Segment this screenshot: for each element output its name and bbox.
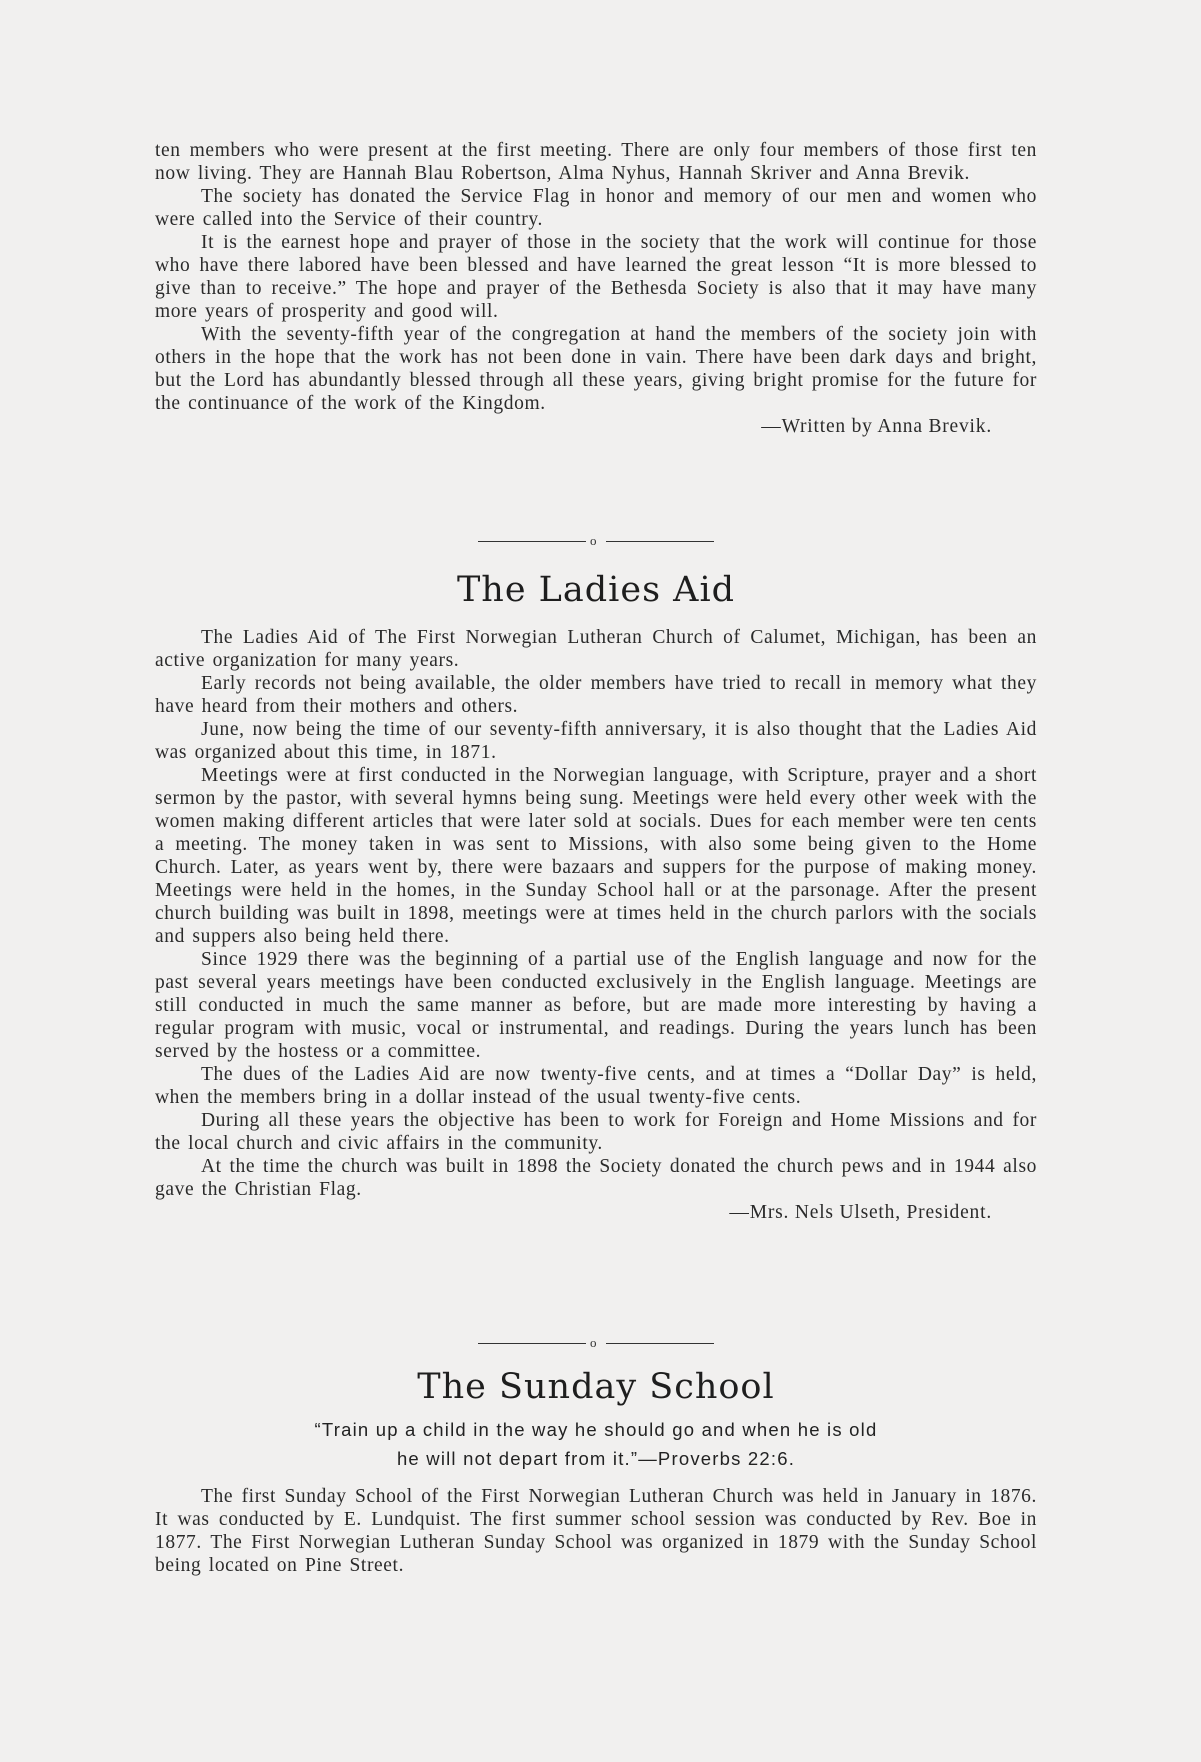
ladies-aid-paragraph: The Ladies Aid of The First Norwegian Lutheran Church of Calumet, Michigan, has been an active organization for many years. [155, 627, 1037, 671]
ladies-aid-paragraph: Meetings were at first conducted in the Norwegian language, with Scripture, prayer and a short sermon by the pastor, with several hymns being sung. Meetings were held every other week with the women making different articles that were later sold at socials. Dues for each member were ten cents a meeting. The money taken in was sent to Missions, with also some being given to the Home Church. Later, as years went by, there were bazaars and suppers for the purpose of making money. Meetings were held in the homes, in the Sunday School hall or at the parsonage. After the present church building was built in 1898, meetings were at times held in the church parlors with the socials and suppers also being held there. [155, 765, 1037, 947]
ladies-aid-paragraph: At the time the church was built in 1898 the Society donated the church pews and in 1944 also gave the Christian Flag. [155, 1156, 1037, 1200]
scripture-motto-line: he will not depart from it.”—Proverbs 22:6. [396, 1448, 796, 1469]
ladies-aid-title: The Ladies Aid [456, 570, 736, 610]
bethesda-paragraph: The society has donated the Service Flag in honor and memory of our men and women who were called into the Service of their country. [155, 186, 1037, 230]
sunday-school-title: The Sunday School [417, 1367, 775, 1407]
bethesda-paragraph: ten members who were present at the first meeting. There are only four members of those first ten now living. They are Hannah Blau Robertson, Alma Nyhus, Hannah Skriver and Anna Brevik. [155, 140, 1037, 184]
ladies-aid-paragraph: The dues of the Ladies Aid are now twenty-five cents, and at times a “Dollar Day” is held, when the members bring in a dollar instead of the usual twenty-five cents. [155, 1064, 1037, 1108]
ladies-aid-paragraph: June, now being the time of our seventy-fifth anniversary, it is also thought that the Ladies Aid was organized about this time, in 1871. [155, 719, 1037, 763]
bethesda-paragraph: With the seventy-fifth year of the congregation at hand the members of the society join with others in the hope that the work has not been done in vain. There have been dark days and bright, but the Lord has abundantly blessed through all these years, giving bright promise for the future for the continuance of the work of the Kingdom. [155, 324, 1037, 414]
ladies-aid-signature: —Mrs. Nels Ulseth, President. [729, 1202, 992, 1223]
ladies-aid-paragraph: Since 1929 there was the beginning of a partial use of the English language and now for the past several years meetings have been conducted exclusively in the English language. Meetings are still conducted in much the same manner as before, but are made more interesting by having a regular program with music, vocal or instrumental, and readings. During the years lunch has been served by the hostess or a committee. [155, 949, 1037, 1062]
divider-line [478, 1343, 586, 1344]
ladies-aid-section [155, 568, 1037, 1224]
divider-mark: o [590, 533, 597, 548]
divider-mark: o [590, 1335, 597, 1350]
scripture-motto-line: “Train up a child in the way he should go and when he is old [314, 1419, 878, 1440]
bethesda-signature: —Written by Anna Brevik. [761, 416, 992, 437]
bethesda-paragraph: It is the earnest hope and prayer of those in the society that the work will continue for those who have there labored have been blessed and have learned the great lesson “It is more blessed to give than to receive.” The hope and prayer of the Bethesda Society is also that it may have many more years of prosperity and good will. [155, 232, 1037, 322]
section-divider [155, 531, 1037, 551]
ladies-aid-paragraph: During all these years the objective has been to work for Foreign and Home Missions and for the local church and civic affairs in the community. [155, 1110, 1037, 1154]
sunday-school-paragraph: The first Sunday School of the First Norwegian Lutheran Church was held in January in 1876. It was conducted by E. Lundquist. The first summer school session was conducted by Rev. Boe in 1877. The First Norwegian Lutheran Sunday School was organized in 1879 with the Sunday School being located on Pine Street. [155, 1486, 1037, 1576]
divider-line [606, 1343, 714, 1344]
divider-line [606, 541, 714, 542]
bethesda-section [155, 139, 1037, 438]
section-divider [155, 1333, 1037, 1353]
ladies-aid-paragraph: Early records not being available, the older members have tried to recall in memory what they have heard from their mothers and others. [155, 673, 1037, 717]
divider-line [478, 541, 586, 542]
sunday-school-section [155, 1365, 1037, 1577]
